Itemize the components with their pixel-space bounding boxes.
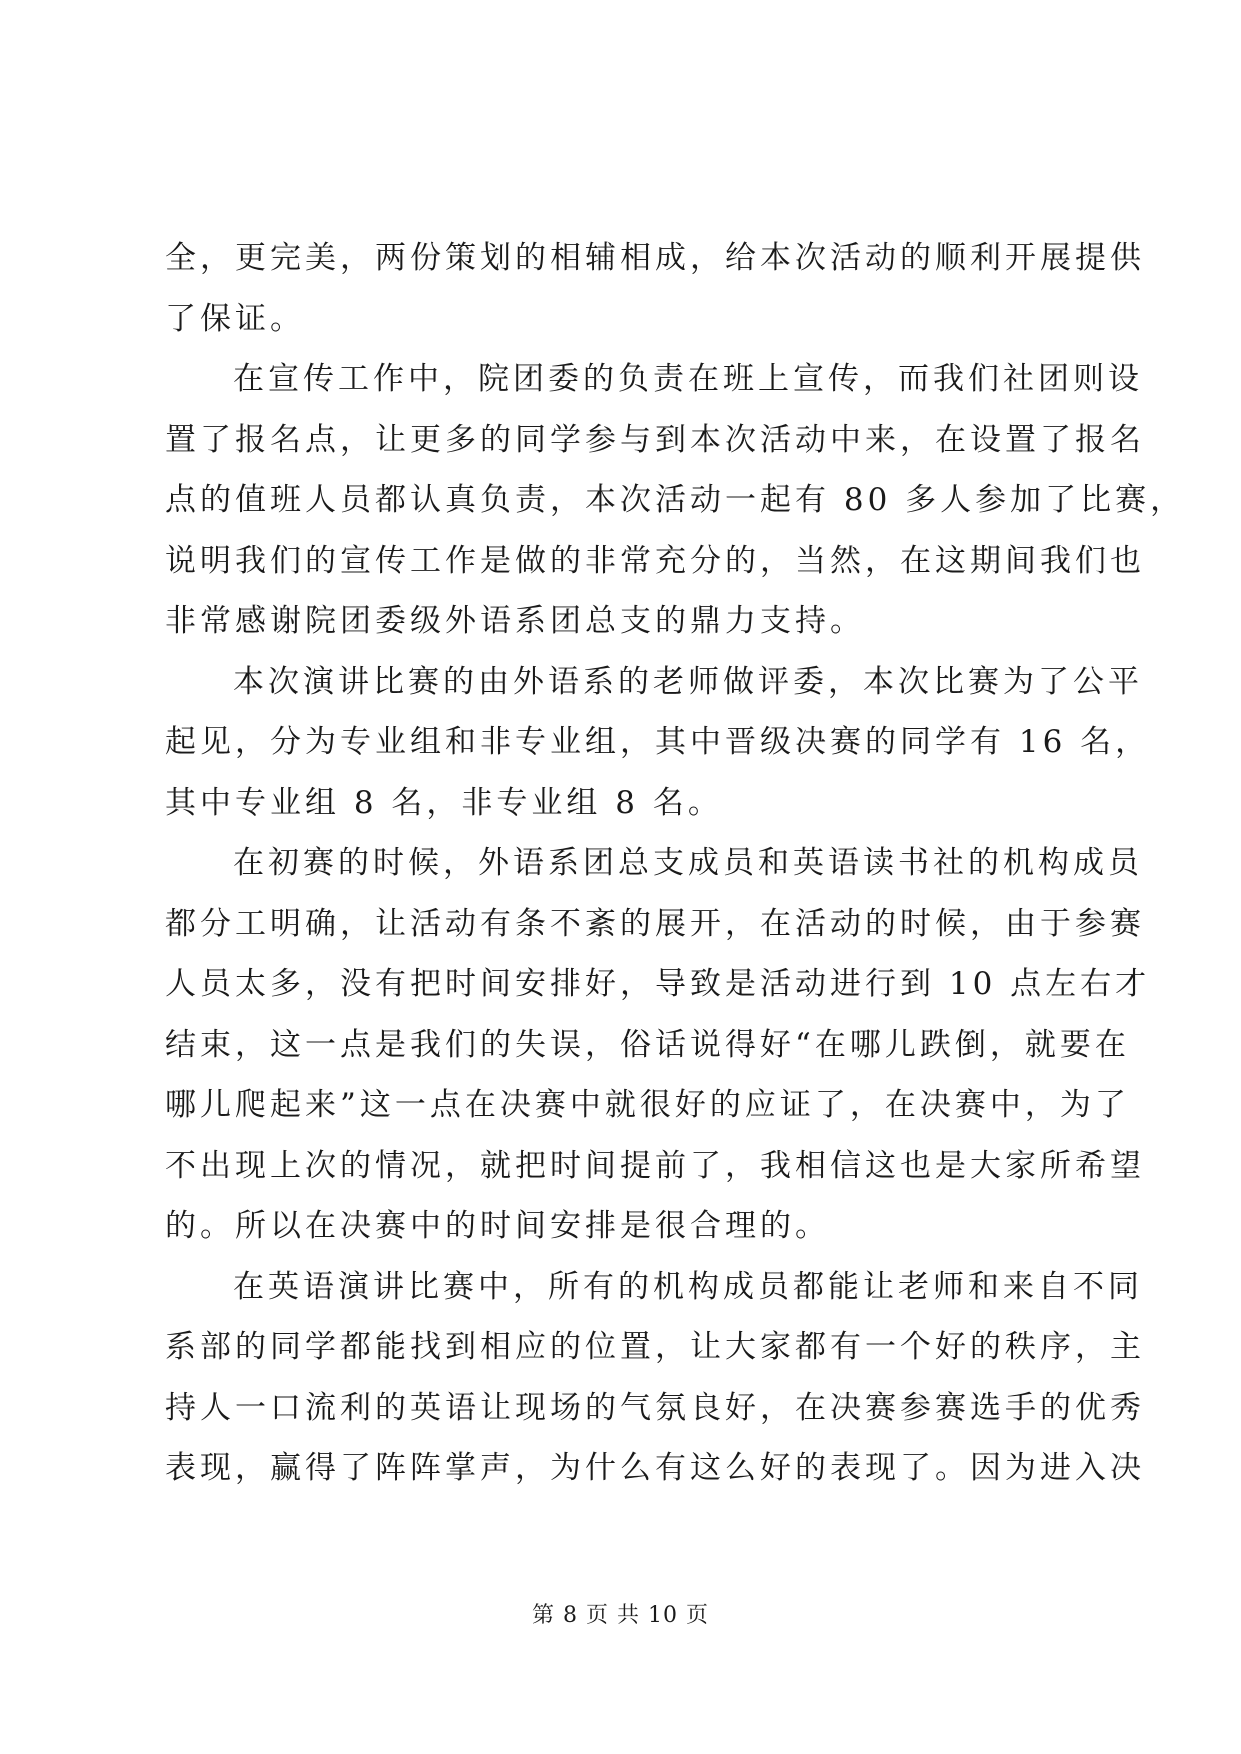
text-line: 说明我们的宣传工作是做的非常充分的，当然，在这期间我们也 bbox=[165, 542, 1145, 579]
text-line: 不出现上次的情况，就把时间提前了，我相信这也是大家所希望 bbox=[165, 1147, 1145, 1184]
text-line: 了保证。 bbox=[165, 300, 305, 337]
document-body bbox=[165, 228, 1186, 1499]
text-line: 表现，赢得了阵阵掌声，为什么有这么好的表现了。因为进入决 bbox=[165, 1450, 1145, 1486]
text-line: 都分工明确，让活动有条不紊的展开，在活动的时候，由于参赛 bbox=[165, 905, 1145, 942]
text-line: 点的值班人员都认真负责，本次活动一起有 80 多人参加了比赛， bbox=[165, 482, 1186, 518]
paragraph-first-line: 本次演讲比赛的由外语系的老师做评委，本次比赛为了公平 bbox=[233, 663, 1143, 700]
text-line: 起见，分为专业组和非专业组，其中晋级决赛的同学有 16 名， bbox=[165, 724, 1151, 760]
paragraph-first-line: 在初赛的时候，外语系团总支成员和英语读书社的机构成员 bbox=[233, 845, 1143, 881]
text-line: 置了报名点，让更多的同学参与到本次活动中来，在设置了报名 bbox=[165, 421, 1145, 458]
text-line: 哪儿爬起来”这一点在决赛中就很好的应证了，在决赛中，为了 bbox=[165, 1087, 1130, 1123]
page-footer bbox=[0, 1601, 1241, 1631]
page-number-label: 第 8 页 共 10 页 bbox=[532, 1603, 709, 1628]
text-line: 系部的同学都能找到相应的位置，让大家都有一个好的秩序，主 bbox=[165, 1329, 1145, 1365]
text-line: 的。所以在决赛中的时间安排是很合理的。 bbox=[165, 1208, 830, 1244]
text-line: 持人一口流利的英语让现场的气氛良好，在决赛参赛选手的优秀 bbox=[165, 1389, 1145, 1426]
text-line: 人员太多，没有把时间安排好，导致是活动进行到 10 点左右才 bbox=[165, 966, 1151, 1002]
text-line: 结束，这一点是我们的失误，俗话说得好“在哪儿跌倒，就要在 bbox=[165, 1026, 1130, 1063]
text-line: 非常感谢院团委级外语系团总支的鼎力支持。 bbox=[165, 603, 865, 639]
paragraph-first-line: 在英语演讲比赛中，所有的机构成员都能让老师和来自不同 bbox=[233, 1268, 1143, 1305]
text-line: 全，更完美，两份策划的相辅相成，给本次活动的顺利开展提供 bbox=[165, 240, 1145, 276]
paragraph-first-line: 在宣传工作中，院团委的负责在班上宣传，而我们社团则设 bbox=[233, 361, 1143, 397]
text-line: 其中专业组 8 名，非专业组 8 名。 bbox=[165, 784, 723, 821]
